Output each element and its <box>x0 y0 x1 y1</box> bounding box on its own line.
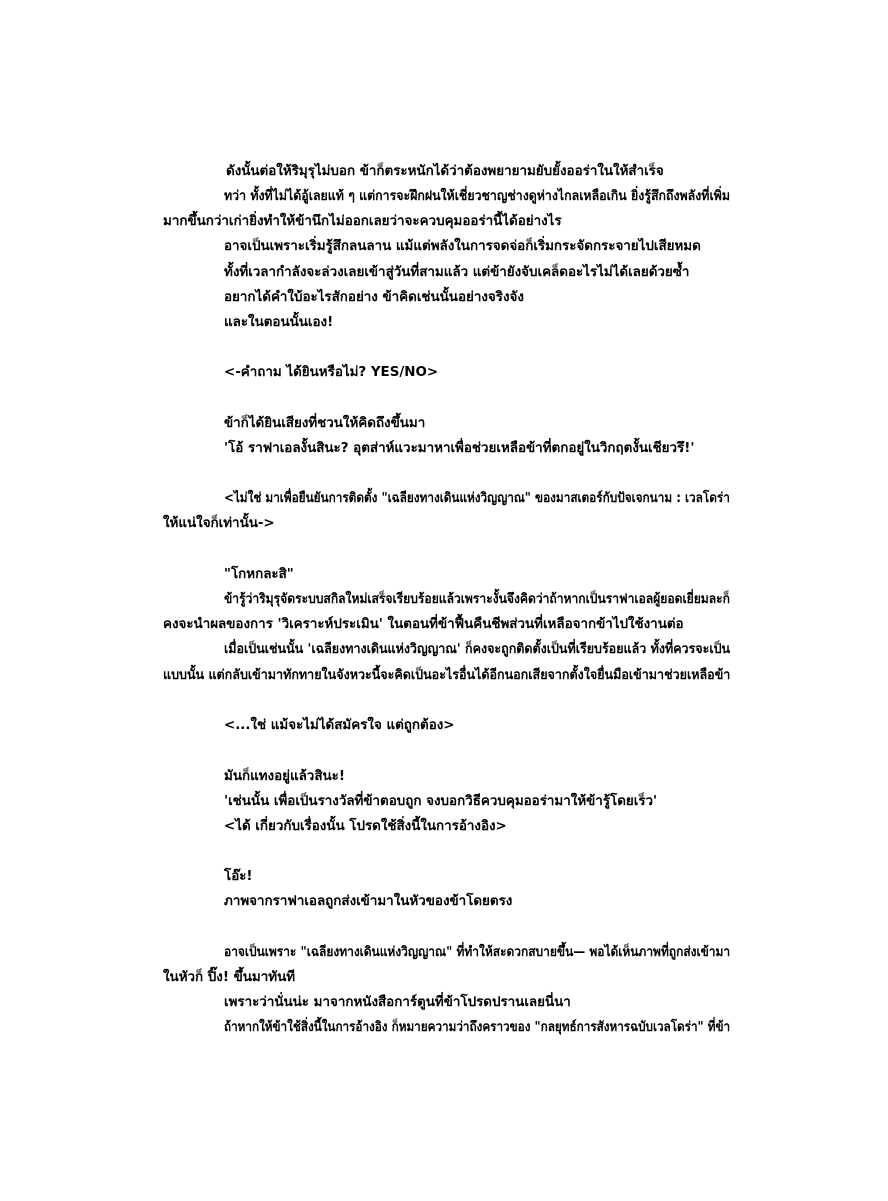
paragraph-line: <ได้ เกี่ยวกับเรื่องนั้น โปรดใช้สิ่งนี้ในการอ้างอิง> <box>224 819 507 834</box>
paragraph-line: เพราะว่านั่นน่ะ มาจากหนังสือการ์ตูนที่ข้าโปรดปรานเลยนี่นา <box>224 995 571 1010</box>
paragraph-line: "โกหกละสิ" <box>224 567 294 582</box>
paragraph-line: คงจะนำผลของการ 'วิเคราะห์ประเมิน' ในตอนที่ข้าฟื้นคืนชีพส่วนที่เหลือจากข้าไปใช้งานต่อ <box>163 617 684 632</box>
paragraph-line: ข้ารู้ว่าริมุรุจัดระบบสกิลใหม่เสร็จเรียบร้อยแล้วเพราะงั้นจึงคิดว่าถ้าหากเป็นราฟาเอลผู้ยอดเยี่ยมละก็ <box>224 592 731 607</box>
paragraph-line: อาจเป็นเพราะเริ่มรู้สึกลนลาน แม้แต่พลังในการจดจ่อก็เริ่มกระจัดกระจายไปเสียหมด <box>224 239 701 254</box>
paragraph-line: อยากได้คำใบ้อะไรสักอย่าง ข้าคิดเช่นนั้นอย่างจริงจัง <box>224 290 524 305</box>
paragraph-line: ทั้งที่เวลากำลังจะล่วงเลยเข้าสู่วันที่สามแล้ว แต่ข้ายังจับเคล็ดอะไรไม่ได้เลยด้วยซ้ำ <box>224 265 690 280</box>
paragraph-line: 'เช่นนั้น เพื่อเป็นรางวัลที่ข้าตอบถูก จงบอกวิธีควบคุมออร่ามาให้ข้ารู้โดยเร็ว' <box>224 794 658 809</box>
paragraph-line: <ไม่ใช่ มาเพื่อยืนยันการติดตั้ง "เฉลียงทางเดินแห่งวิญญาณ" ของมาสเตอร์กับปัจเจกนาม : เวลโดร่า <box>224 491 730 506</box>
paragraph-line: มันก็แทงอยู่แล้วสินะ! <box>224 769 345 784</box>
paragraph-line: มากขึ้นกว่าเก่ายิ่งทำให้ข้านึกไม่ออกเลยว่าจะควบคุมออร่านี้ได้อย่างไร <box>163 214 562 229</box>
paragraph-line: เมื่อเป็นเช่นนั้น 'เฉลียงทางเดินแห่งวิญญาณ' ก็คงจะถูกติดตั้งเป็นที่เรียบร้อยแล้ว ทั้งที่ควรจะเป็น <box>224 642 731 657</box>
paragraph-line: ในหัวก็ ปิ๊ง! ขึ้นมาทันที <box>163 970 296 985</box>
paragraph-line: ข้าก็ได้ยินเสียงที่ชวนให้คิดถึงขึ้นมา <box>224 416 426 431</box>
paragraph-line: ให้แน่ใจก็เท่านั้น-> <box>163 516 275 531</box>
paragraph-line: ภาพจากราฟาเอลถูกส่งเข้ามาในหัวของข้าโดยตรง <box>224 894 513 909</box>
paragraph-line: อาจเป็นเพราะ "เฉลียงทางเดินแห่งวิญญาณ" ที่ทำให้สะดวกสบายขึ้น— พอได้เห็นภาพที่ถูกส่งเข้ามา <box>224 945 731 960</box>
paragraph-line: ทว่า ทั้งที่ไม่ได้อู้เลยแท้ ๆ แต่การจะฝึกฝนให้เชี่ยวชาญช่างดูห่างไกลเหลือเกิน ยิ่งรู้สึกถึงพลังที่เพิ่ม <box>224 189 730 204</box>
paragraph-line: แบบนั้น แต่กลับเข้ามาทักทายในจังหวะนี้จะคิดเป็นอะไรอื่นได้อีกนอกเสียจากตั้งใจยื่นมือเข้ามาช่วยเหลือข้า <box>163 668 731 683</box>
paragraph-line: 'โอ้ ราฟาเอลงั้นสินะ? อุตส่าห์แวะมาหาเพื่อช่วยเหลือข้าที่ตกอยู่ในวิกฤตงั้นเชียวรึ!' <box>224 441 695 456</box>
paragraph-line: <-คำถาม ได้ยินหรือไม่? YES/NO> <box>224 365 439 380</box>
paragraph-line: ดังนั้นต่อให้ริมุรุไม่บอก ข้าก็ตระหนักได้ว่าต้องพยายามยับยั้งออร่าในให้สำเร็จ <box>226 164 664 179</box>
paragraph-line: <...ใช่ แม้จะไม่ได้สมัครใจ แต่ถูกต้อง> <box>224 718 455 733</box>
paragraph-line: และในตอนนั้นเอง! <box>224 315 334 330</box>
paragraph-line: โอ๊ะ! <box>224 869 253 884</box>
paragraph-line: ถ้าหากให้ข้าใช้สิ่งนี้ในการอ้างอิง ก็หมายความว่าถึงคราวของ "กลยุทธ์การสังหารฉบับเวลโดร่า" ที่ข้า <box>224 1020 731 1035</box>
